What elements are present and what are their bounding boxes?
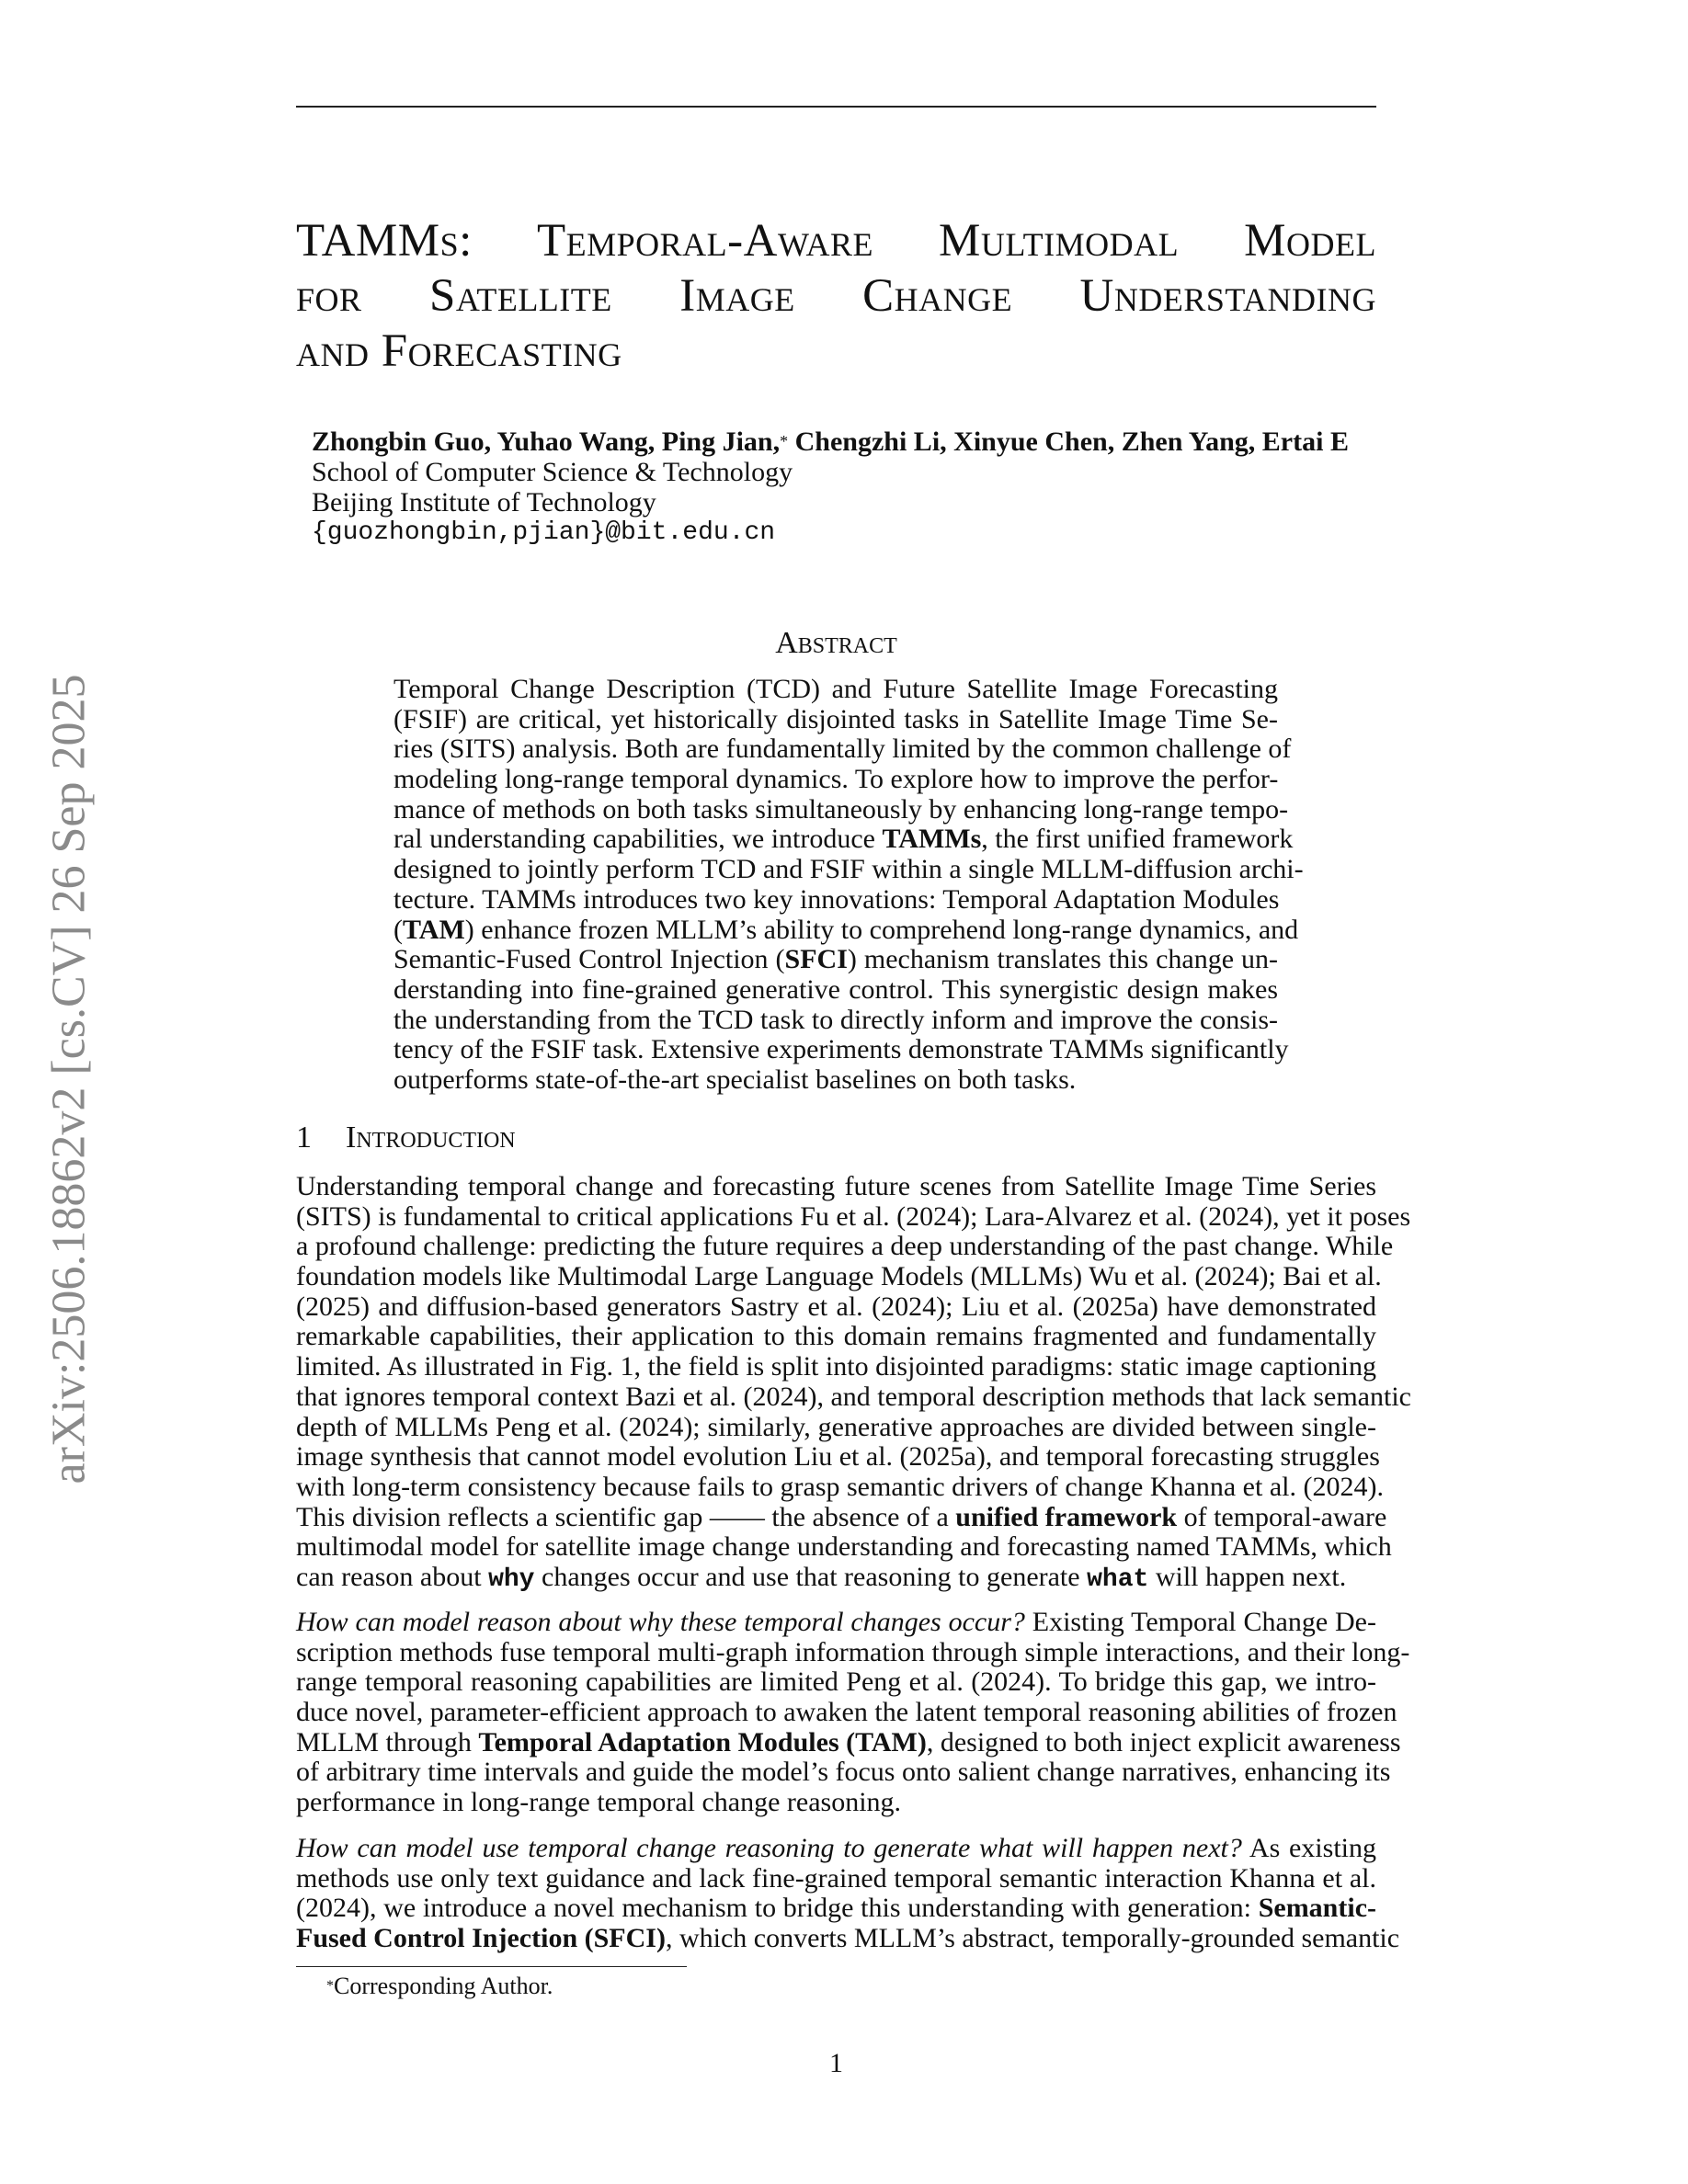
text-line <box>296 1864 1376 1894</box>
text-line <box>296 1667 1376 1698</box>
bold-text: SFCI <box>784 944 848 975</box>
text-run: the understanding from the TCD task to directly inform and improve the consis- <box>393 1004 1278 1035</box>
title-line: TAMMs: Temporal-Aware Multimodal Model <box>296 215 1376 267</box>
text-line <box>393 793 1289 825</box>
text-line <box>296 1381 1411 1413</box>
text-line <box>296 1413 1376 1443</box>
text-run: ral understanding capabilities, we introduce <box>393 824 883 855</box>
text-run: This division reflects a scientific gap —— the absence of a <box>296 1501 956 1532</box>
text-run: ) mechanism translates this change un- <box>847 944 1278 975</box>
text-run: Understanding temporal change and forecasting future scenes from Satellite Image Time Series <box>296 1171 1376 1201</box>
abstract-body <box>393 674 1304 1096</box>
text-run: limited. As illustrated in Fig. 1, the field is split into disjointed paradigms: static image captioning <box>296 1351 1376 1382</box>
author-names <box>312 427 1349 457</box>
text-line <box>393 1006 1278 1036</box>
text-run: image synthesis that cannot model evolution Liu et al. (2025a), and temporal forecasting struggles <box>296 1441 1380 1473</box>
footnote-text: Corresponding Author. <box>334 1973 553 1999</box>
text-run: ) enhance frozen MLLM’s ability to comprehend long-range dynamics, and <box>464 914 1299 945</box>
title-line: and Forecasting <box>296 325 622 377</box>
text-run: , which converts MLLM’s abstract, temporally-grounded semantic <box>665 1923 1400 1954</box>
paper-title <box>296 213 1376 379</box>
text-run: (FSIF) are critical, yet historically disjointed tasks in Satellite Image Time Se- <box>393 703 1278 734</box>
affiliation-school: School of Computer Science & Technology <box>312 457 793 487</box>
text-run: scription methods fuse temporal multi-graph information through simple interactions, and their long- <box>296 1636 1410 1667</box>
bold-text: TAM <box>403 914 465 945</box>
text-run: a profound challenge: predicting the future requires a deep understanding of the past change. While <box>296 1231 1394 1262</box>
author-names-rest: Chengzhi Li, Xinyue Chen, Zhen Yang, Ertai E <box>788 427 1349 457</box>
bold-text: Semantic- <box>1258 1893 1376 1924</box>
text-line <box>296 1441 1380 1473</box>
text-run: methods use only text guidance and lack fine-grained temporal semantic interaction Khanna et al. <box>296 1862 1376 1894</box>
text-run: changes occur and use that reasoning to generate <box>534 1561 1088 1592</box>
text-line <box>296 1757 1391 1788</box>
text-run: foundation models like Multimodal Large Language Models (MLLMs) Wu et al. (2024); Bai et al. <box>296 1261 1382 1292</box>
footnote <box>326 1973 553 2000</box>
text-line <box>296 1471 1384 1503</box>
italic-question: How can model reason about why these temporal changes occur? <box>296 1607 1025 1637</box>
text-line <box>296 1172 1376 1202</box>
affiliation-institute: Beijing Institute of Technology <box>312 487 656 518</box>
section-number: 1 <box>296 1120 312 1155</box>
text-run: designed to jointly perform TCD and FSIF within a single MLLM-diffusion archi- <box>393 854 1304 885</box>
text-run: MLLM through <box>296 1726 479 1757</box>
text-run: modeling long-range temporal dynamics. To explore how to improve the perfor- <box>393 764 1279 795</box>
author-block <box>312 427 1349 548</box>
intro-paragraph-1 <box>296 1171 1411 1594</box>
text-run: range temporal reasoning capabilities are limited Peng et al. (2024). To bridge this gap, we intro- <box>296 1666 1376 1698</box>
text-line <box>393 914 1299 946</box>
text-line <box>296 1292 1376 1323</box>
text-run: with long-term consistency because fails to grasp semantic drivers of change Khanna et al. (2024). <box>296 1471 1384 1502</box>
text-line <box>296 1322 1376 1352</box>
text-run: multimodal model for satellite image change understanding and forecasting named TAMMs, which <box>296 1531 1392 1563</box>
text-run: of arbitrary time intervals and guide the model’s focus onto salient change narratives, enhancing its <box>296 1757 1391 1788</box>
text-line <box>296 1636 1410 1668</box>
text-line <box>296 1894 1376 1924</box>
text-run: performance in long-range temporal change reasoning. <box>296 1787 902 1818</box>
text-line <box>296 1923 1400 1954</box>
text-run: remarkable capabilities, their application to this domain remains fragmented and fundamentally <box>296 1321 1376 1352</box>
text-run: depth of MLLMs Peng et al. (2024); similarly, generative approaches are divided between single- <box>296 1411 1376 1442</box>
text-line <box>296 1726 1401 1758</box>
text-line <box>393 1034 1289 1065</box>
text-run: ( <box>393 914 403 945</box>
author-names-first: Zhongbin Guo, Yuhao Wang, Ping Jian, <box>312 427 781 457</box>
text-line <box>296 1200 1411 1233</box>
section-heading-introduction <box>296 1120 516 1156</box>
arxiv-side-stamp: arXiv:2506.18862v2 [cs.CV] 26 Sep 2025 <box>42 674 96 1484</box>
text-line <box>393 975 1278 1006</box>
text-line <box>296 1261 1382 1292</box>
text-line <box>296 1697 1397 1728</box>
bold-text: unified framework <box>955 1501 1178 1532</box>
text-line <box>296 1231 1394 1262</box>
text-run: (SITS) is fundamental to critical applications Fu et al. (2024); Lara-Alvarez et al. (2024), yet it poses <box>296 1200 1411 1232</box>
text-run: mance of methods on both tasks simultaneously by enhancing long-range tempo- <box>393 793 1289 825</box>
text-line <box>296 1788 1376 1818</box>
text-line <box>393 945 1278 975</box>
text-line <box>296 1608 1376 1638</box>
section-title: Introduction <box>346 1120 516 1155</box>
text-run: As existing <box>1241 1833 1376 1863</box>
text-line <box>296 1352 1376 1382</box>
page-number: 1 <box>829 2048 843 2078</box>
text-run: tecture. TAMMs introduces two key innovations: Temporal Adaptation Modules <box>393 883 1280 915</box>
text-line <box>393 885 1278 916</box>
intro-paragraph-3 <box>296 1833 1400 1954</box>
text-line <box>393 854 1304 885</box>
text-run: Existing Temporal Change De- <box>1024 1607 1376 1637</box>
text-run: , designed to both inject explicit awareness <box>926 1726 1401 1757</box>
header-rule <box>296 106 1376 108</box>
text-run: ries (SITS) analysis. Both are fundamentally limited by the common challenge of <box>393 734 1292 765</box>
text-run: duce novel, parameter-efficient approach to awaken the latent temporal reasoning abilities of frozen <box>296 1697 1397 1728</box>
text-line <box>296 1531 1392 1563</box>
text-line <box>393 734 1292 765</box>
bold-text: TAMMs <box>882 824 982 855</box>
intro-paragraph-2 <box>296 1607 1410 1818</box>
bold-text: Temporal Adaptation Modules (TAM) <box>478 1726 927 1757</box>
author-email: {guozhongbin,pjian}@bit.edu.cn <box>312 518 776 547</box>
text-run: Temporal Change Description (TCD) and Future Satellite Image Forecasting <box>393 674 1278 704</box>
corresponding-mark: * <box>780 432 789 450</box>
text-run: can reason about <box>296 1561 489 1592</box>
text-run: of temporal-aware <box>1177 1501 1387 1532</box>
text-run: , the first unified framework <box>981 824 1294 855</box>
text-line <box>393 675 1278 705</box>
text-line <box>393 824 1294 855</box>
abstract-heading: Abstract <box>775 626 897 660</box>
text-line <box>393 765 1278 795</box>
text-line <box>393 1065 1278 1096</box>
mono-keyword: what <box>1087 1564 1149 1594</box>
text-run: (2025) and diffusion-based generators Sastry et al. (2024); Liu et al. (2025a) have demonstrated <box>296 1291 1376 1322</box>
text-run: outperforms state-of-the-art specialist baselines on both tasks. <box>393 1064 1077 1095</box>
footnote-mark: * <box>326 1978 334 1994</box>
text-line <box>296 1834 1376 1864</box>
text-line <box>296 1563 1376 1593</box>
text-run: (2024), we introduce a novel mechanism to bridge this understanding with generation: <box>296 1893 1259 1924</box>
footnote-rule <box>296 1966 687 1967</box>
text-run: tency of the FSIF task. Extensive experiments demonstrate TAMMs significantly <box>393 1034 1289 1065</box>
text-run: will happen next. <box>1148 1561 1347 1592</box>
italic-question: How can model use temporal change reasoning to generate what will happen next? <box>296 1833 1242 1863</box>
mono-keyword: why <box>488 1564 535 1594</box>
text-run: that ignores temporal context Bazi et al. (2024), and temporal description methods that lack semantic <box>296 1381 1411 1412</box>
title-line: for Satellite Image Change Understanding <box>296 270 1376 322</box>
text-run: derstanding into fine-grained generative control. This synergistic design makes <box>393 973 1278 1005</box>
bold-text: Fused Control Injection (SFCI) <box>296 1923 666 1954</box>
text-line <box>393 705 1278 735</box>
text-run: Semantic-Fused Control Injection ( <box>393 944 785 975</box>
text-line <box>296 1501 1387 1533</box>
